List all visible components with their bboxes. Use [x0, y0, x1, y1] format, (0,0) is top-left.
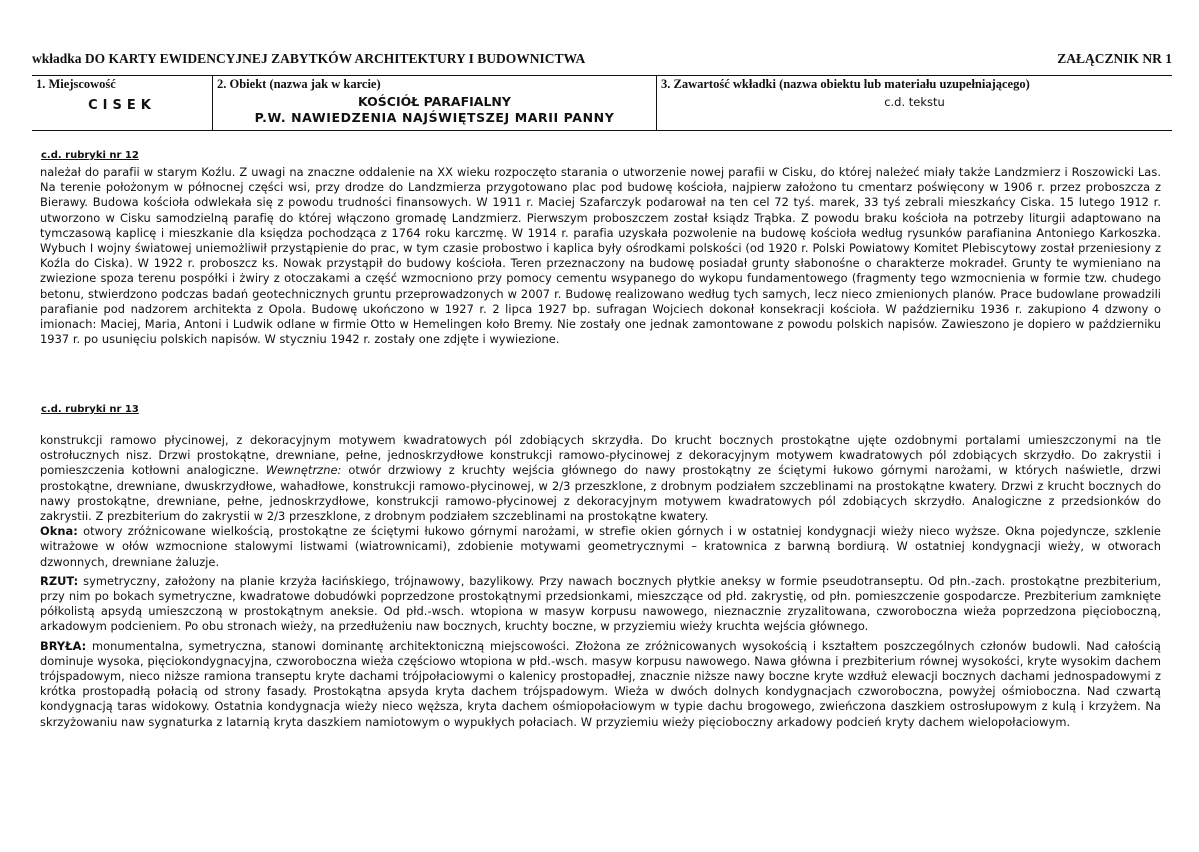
object-name-line2: P.W. NAWIEDZENIA NAJŚWIĘTSZEJ MARII PANNY: [254, 110, 615, 125]
form-title: wkładka DO KARTY EWIDENCYJNEJ ZABYTKÓW ARCHITEKTURY I BUDOWNICTWA: [32, 51, 586, 66]
rubric-13-heading: c.d. rubryki nr 13: [41, 404, 139, 415]
doors-text-internal: otwór drzwiowy z kruchty wejścia głównego do nawy prostokątny ze ściętymi łukowo górnymi narożami, w których naświetle, drzwi prostokątne, drewniane, dwuskrzydłowe, wahadłowe, konstrukcji ramowo-płycinowej, w 2/3 przeszklone, z drobnym podziałem szczeblinami na prostokątne kwatery. Drzwi z krucht bocznych do nawy prostokątne, drewniane, pełne, jednoskrzydłowe, konstrukcji ramowo-płycinowej z dekoracyjnym motywem kwadratowych pól zdobiących skrzydło. Analogiczne z przedsionków do zakrystii. Z prezbiterium do zakrystii w 2/3 przeszklone, z drobnym podziałem szczeblinami na prostokątne kwatery.: [40, 463, 1162, 524]
object-label: 2. Obiekt (nazwa jak w karcie): [217, 77, 381, 91]
plan-paragraph: [40, 574, 1161, 635]
content-label: 3. Zawartość wkładki (nazwa obiektu lub materiału uzupełniającego): [661, 77, 1030, 91]
rubric-13-text: [40, 433, 1161, 730]
windows-text: otwory zróżnicowane wielkością, prostokątne ze ściętymi łukowo górnymi narożami, w strefie okien górnych i w ostatniej kondygnacji wieży nieco wyższe. Okna pojedyncze, szklenie witrażowe w ołów wzmocnione stalowymi listwami (wiatrownicami), zdobienie motywami geometrycznymi – kratownica z barwną bordiurą. W ostatniej kondygnacji wieży, w otworach dzwonnych, drewniane żaluzje.: [40, 524, 1161, 569]
massing-text: monumentalna, symetryczna, stanowi dominantę architektoniczną miejscowości. Złożona ze zróżnicowanych wysokością i kształtem poszczególnych członów budowli. Nad całością dominuje wysoka, pięciokondygnacyjna, czworoboczna wieża częściowo wtopiona w płd.-wsch. masyw korpusu nawowego. Nawa główna i prezbiterium równej wysokości, kryte wysokim dachem trójspadowym, nieco niższe ramiona transeptu kryte dachami trójpołaciowymi o kalenicy prostopadłej, znacznie niższe nawy boczne kryte wzdłuż elewacji bocznych dachami jednospadowymi z krótka prostopadłą połacią od strony fasady. Prostokątna apsyda kryta dachem trójspadowym. Wieża w dwóch dolnych kondygnacjach czworoboczna, powyżej ośmioboczna. Nad czwartą kondygnacją taras widokowy. Ostatnia kondygnacja wieży nieco węższa, kryta dachem ośmiopołaciowym w typie dachu brogowego, zwieńczona daszkiem ostrosłupowym z kulą i krzyżem. Na skrzyżowaniu naw sygnaturka z latarnią kryta daszkiem namiotowym o wypukłych połaciach. W przyziemiu wieży pięcioboczny arkadowy podcień kryty dachem wielopołaciowym.: [40, 638, 1161, 729]
content-value: c.d. tekstu: [884, 95, 945, 109]
massing-paragraph: [40, 639, 1161, 730]
rubric-12-text: [40, 165, 1161, 347]
rubric-12-paragraph: należał do parafii w starym Koźlu. Z uwagi na znaczne oddalenie na XX wieku rozpoczęto starania o utworzenie nowej parafii w Cisku, do której należeć miały także Landzmierz i Roszowicki Las. Na terenie położonym w północnej części wsi, przy drodze do Landzmierza przygotowano plac pod budowę kościoła, najpierw założono tu cmentarz poświęcony w 1906 r. przez proboszcza z Bierawy. Budowa kościoła odwlekała się z powodu trudności finansowych. W 1911 r. Maciej Szafarczyk podarował na ten cel 72 tyś. marek, 33 tyś zebrali mieszkańcy Ciska. 15 lutego 1912 r. utworzono w Cisku samodzielną parafię do której włączono gromadę Landzmierz. Pierwszym proboszczem został ksiądz Trąbka. Z powodu braku kościoła na potrzeby liturgii adaptowano na tymczasową kaplicę i mieszkanie dla księdza pochodząca z 1764 roku karczmę. W 1914 r. parafia uzyskała pozwolenie na budowę kościoła według rysunków parafianina Antoniego Karkoszka. Wybuch I wojny światowej uniemożliwił przystąpienie do prac, w tym czasie probostwo i kaplica były ośrodkami polskości (od 1920 r. Polski Powiatowy Komitet Plebiscytowy został przeniesiony z Koźla do Ciska). W 1922 r. proboszcz ks. Nowak przystąpił do budowy kościoła. Teren przeznaczony na budowę posiadał grunty słabonośne o charakterze mokradeł. Grunty te wymieniano na zwiezione spoza terenu pospółki i żwiry z otoczakami a część wzmocniono przy pomocy cementu wsypanego do wykopu fundamentowego (fragmenty tego wzmocnienia w formie tzw. chudego betonu, stwierdzono podczas badań geotechnicznych gruntu przeprowadzonych w 2007 r. Budowę realizowano według tych samych, lecz nieco zmienionych planów. Prace budowlane prowadzili parafianie pod nadzorem architekta z Opola. Budowę ukończono w 1927 r. 2 lipca 1927 bp. sufragan Wojciech dokonał konsekracji kościoła. W październiku 1936 r. zakupiono 4 dzwony o imionach: Maciej, Maria, Antoni i Ludwik odlane w firmie Otto w Hemelingen koło Bremy. Nie zostały one jednak zamontowane z powodu polskich napisów. Zawieszono je dopiero w październiku 1937 r. po usunięciu polskich napisów. W styczniu 1942 r. zostały one zdjęte i wywiezione.: [40, 165, 1161, 347]
plan-label: RZUT:: [40, 573, 79, 588]
identification-table: [32, 75, 1172, 131]
doors-internal-label: Wewnętrzne:: [265, 463, 342, 478]
locality-label: 1. Miejscowość: [36, 77, 116, 91]
windows-label: Okna:: [40, 524, 78, 539]
locality-value: CISEK: [88, 98, 156, 113]
plan-text: symetryczny, założony na planie krzyża łacińskiego, trójnawowy, bazylikowy. Przy nawach bocznych płytkie aneksy w formie pseudotranseptu. Od płn.-zach. prostokątne prezbiterium, przy nim po bokach symetryczne, kwadratowe dobudówki poprzedzone prostokątnymi przedsionkami, mieszczące od płd. zakrystię, od płn. pomieszczenie gospodarcze. Prezbiterium zamknięte półkolistą apsydą umieszczoną w prostokątnym aneksie. Od płd.-wsch. wtopiona w masyw korpusu nawowego, nieznacznie zryzalitowana, czworoboczna wieża poprzedzona pięcioboczną, arkadowym podcieniem. Po obu stronach wieży, na przedłużeniu naw bocznych, kruchty boczne, w przyziemiu wieży kruchta wejścia głównego.: [40, 573, 1161, 634]
doors-text-external: konstrukcji ramowo płycinowej, z dekoracyjnym motywem kwadratowych pól zdobiących skrzydła. Do krucht bocznych prostokątne ujęte ozdobnymi portalami umieszczonymi na tle ostrołucznych nisz. Drzwi prostokątne, drewniane, pełne, jednoskrzydłowe konstrukcji ramowo-płycinowej z dekoracyjnym motywem kwadratowych pól zdobiących skrzydło. Do zakrystii i pomieszczenia kotłowni analogiczne.: [40, 433, 1161, 478]
content-cell: [657, 76, 1173, 131]
attachment-number: ZAŁĄCZNIK NR 1: [1057, 51, 1172, 66]
windows-paragraph: [40, 524, 1161, 570]
rubric-12-heading: c.d. rubryki nr 12: [41, 150, 139, 161]
massing-label: BRYŁA:: [40, 638, 87, 653]
locality-cell: [32, 76, 213, 131]
doors-paragraph: [40, 433, 1161, 524]
object-cell: [213, 76, 657, 131]
object-name-line1: KOŚCIÓŁ PARAFIALNY: [358, 94, 511, 109]
